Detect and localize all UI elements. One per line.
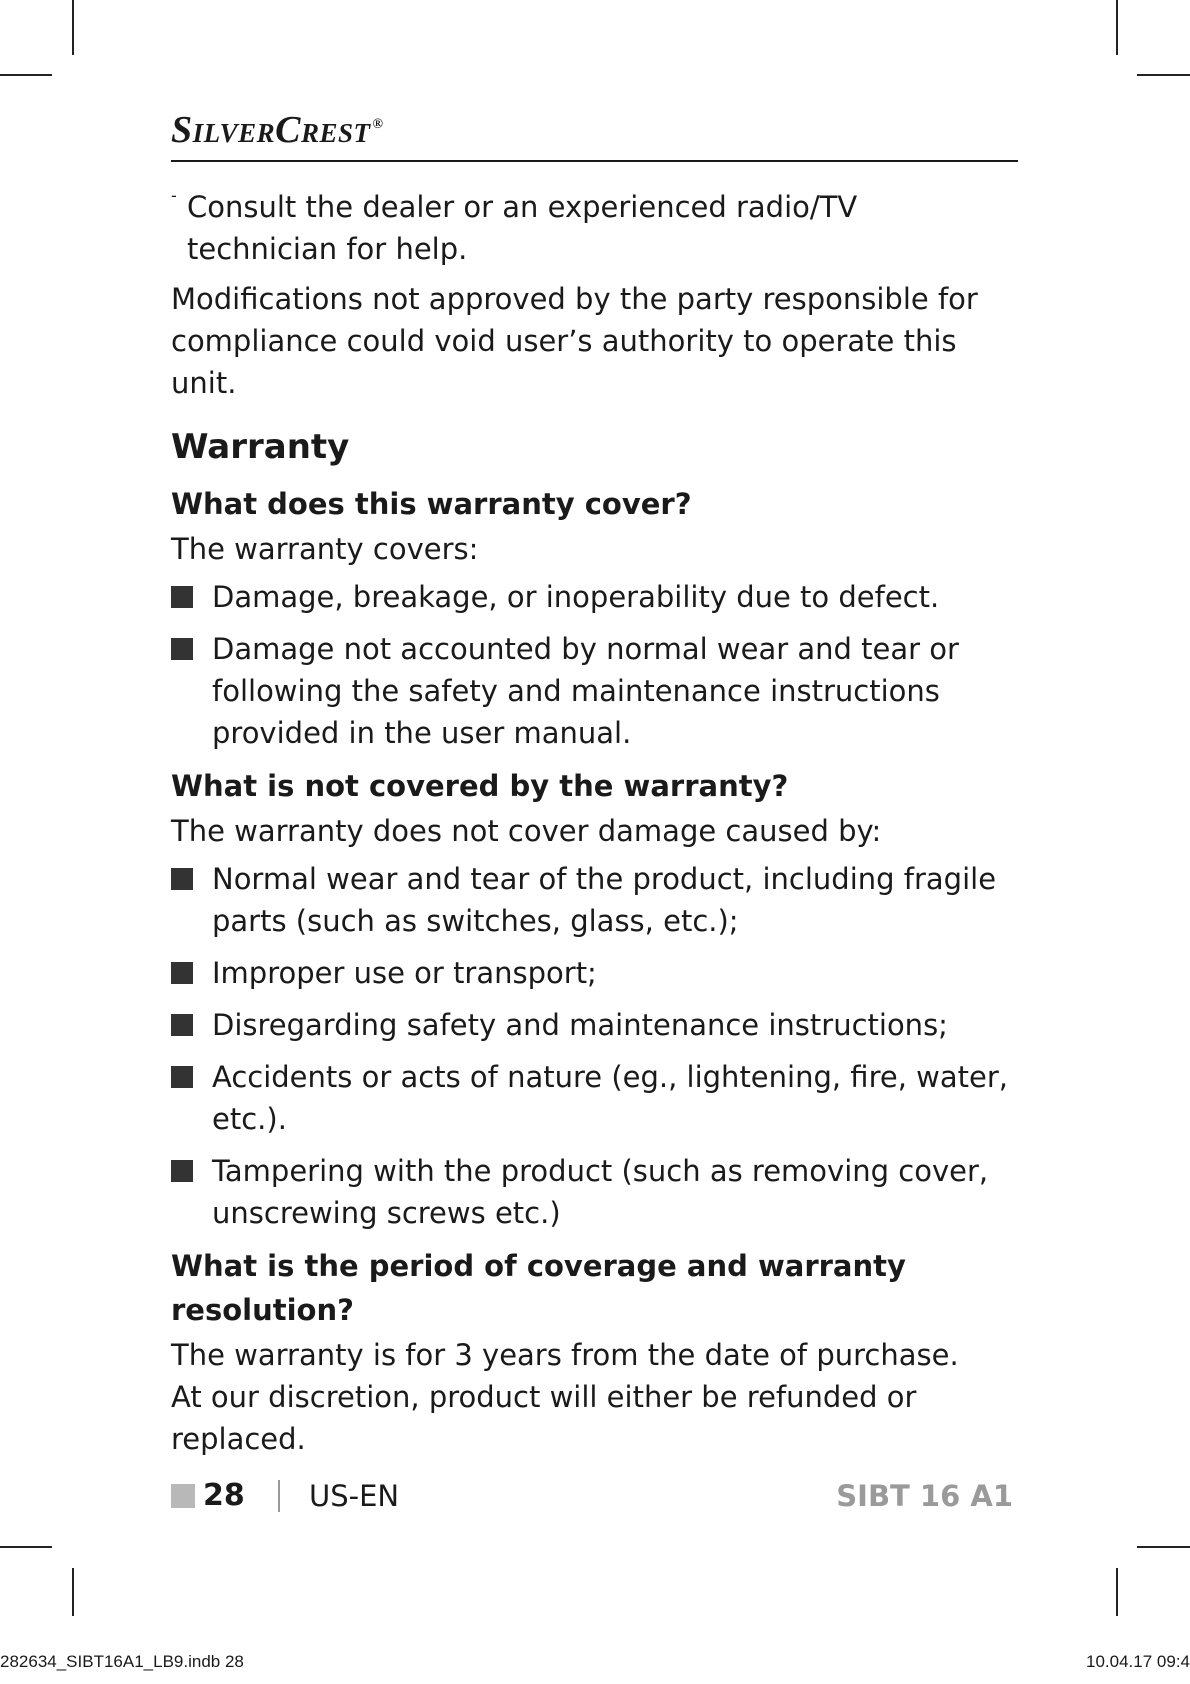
dash-list-item	[171, 186, 1011, 270]
section-title: Warranty	[171, 427, 350, 467]
crop-mark	[0, 74, 52, 76]
not-covered-heading: What is not covered by the warranty?	[171, 769, 789, 803]
page-content	[171, 186, 1011, 1460]
brand-name: SilverCrest	[171, 109, 371, 151]
crop-mark	[1137, 1546, 1190, 1548]
list-item-text: Accidents or acts of nature (eg., lightening, fire, water, etc.).	[212, 1060, 1008, 1136]
list-item	[171, 1004, 1011, 1046]
not-covered-lead: The warranty does not cover damage caused by:	[171, 814, 882, 848]
list-item	[171, 576, 1011, 618]
list-item	[171, 952, 1011, 994]
dash-marker: -	[171, 186, 177, 205]
bullet-square-icon	[171, 1014, 193, 1036]
list-item-text: Improper use or transport;	[212, 956, 597, 990]
bullet-square-icon	[171, 638, 193, 660]
language-code: US-EN	[309, 1479, 400, 1513]
crop-mark	[72, 1568, 74, 1616]
covered-lead: The warranty covers:	[171, 532, 479, 566]
period-line-2: At our discretion, product will either be refunded or replaced.	[171, 1380, 917, 1456]
list-item-text: Damage not accounted by normal wear and tear or following the safety and maintenance instructions provided in the user manual.	[212, 632, 959, 750]
header-rule	[171, 160, 1018, 162]
list-item	[171, 1150, 1011, 1234]
page-footer	[171, 1476, 1013, 1516]
crop-mark	[1116, 1568, 1118, 1616]
bullet-square-icon	[171, 586, 193, 608]
modifications-note: Modifications not approved by the party responsible for compliance could void user’s authority to operate this unit.	[171, 282, 978, 400]
page-marker-icon	[171, 1484, 195, 1508]
print-slug-date: 10.04.17 09:4	[1086, 1652, 1190, 1671]
print-slug-file: 282634_SIBT16A1_LB9.indb 28	[0, 1652, 244, 1671]
crop-mark	[1116, 0, 1118, 55]
list-item-text: Damage, breakage, or inoperability due to defect.	[212, 580, 940, 614]
bullet-square-icon	[171, 1066, 193, 1088]
model-number: SIBT 16 A1	[836, 1479, 1013, 1513]
list-item	[171, 628, 1011, 754]
dash-item-text: Consult the dealer or an experienced radio/TV technician for help.	[187, 190, 858, 266]
brand-logo	[171, 108, 384, 152]
page-number: 28	[203, 1478, 245, 1513]
list-item	[171, 858, 1011, 942]
list-item-text: Normal wear and tear of the product, including fragile parts (such as switches, glass, etc.);	[212, 862, 997, 938]
covered-list	[171, 576, 1011, 754]
not-covered-list	[171, 858, 1011, 1234]
bullet-square-icon	[171, 868, 193, 890]
period-line-1: The warranty is for 3 years from the date of purchase.	[171, 1338, 959, 1372]
crop-mark	[0, 1546, 52, 1548]
registered-mark: ®	[372, 117, 384, 133]
bullet-square-icon	[171, 962, 193, 984]
list-item-text: Tampering with the product (such as removing cover, unscrewing screws etc.)	[212, 1154, 989, 1230]
crop-mark	[72, 0, 74, 55]
footer-divider	[278, 1480, 280, 1512]
list-item-text: Disregarding safety and maintenance instructions;	[212, 1008, 948, 1042]
period-heading: What is the period of coverage and warranty resolution?	[171, 1249, 906, 1327]
list-item	[171, 1056, 1011, 1140]
bullet-square-icon	[171, 1160, 193, 1182]
crop-mark	[1137, 74, 1190, 76]
covered-heading: What does this warranty cover?	[171, 487, 692, 521]
